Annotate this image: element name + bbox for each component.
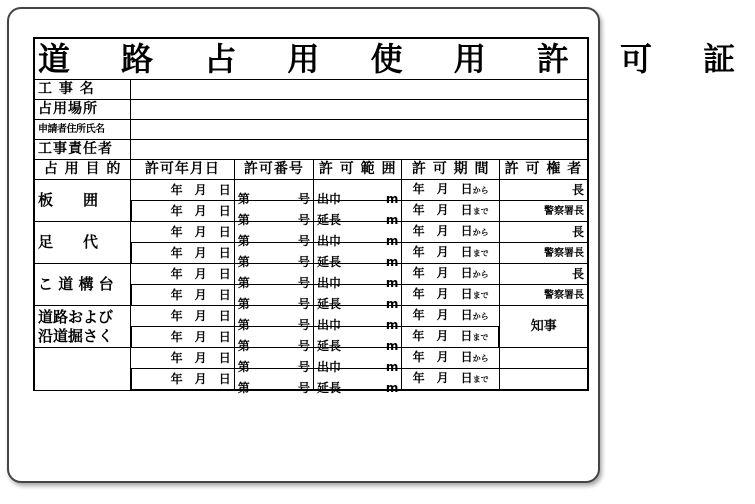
- permit-period-cell: [402, 327, 500, 348]
- go-label: 号: [297, 339, 310, 353]
- day-label: 日: [218, 350, 231, 365]
- info-row: [34, 120, 588, 140]
- dai-label: 第: [237, 360, 250, 374]
- permit-board: [7, 7, 755, 483]
- year-label: 年: [412, 182, 425, 196]
- dai-label: 第: [237, 192, 250, 206]
- permit-number-cell: [234, 327, 313, 353]
- dai-label: 第: [237, 276, 250, 290]
- permit-date-cell: [131, 243, 235, 264]
- category-row: [34, 306, 588, 327]
- day-label: 日: [218, 224, 231, 239]
- dai-label: 第: [237, 213, 250, 227]
- width-label: 出巾: [316, 360, 341, 374]
- width-label: 出巾: [316, 318, 341, 332]
- category-name: [34, 348, 131, 391]
- meter-label: m: [385, 339, 399, 353]
- permit-number-cell: [234, 222, 313, 248]
- day-label: 日: [218, 371, 231, 386]
- permit-date-cell: [131, 327, 235, 348]
- month-label: 月: [194, 266, 207, 281]
- year-label: 年: [412, 350, 425, 364]
- category-name: 足 代: [34, 222, 131, 264]
- category-name: こ 道 構 台: [34, 264, 131, 306]
- title-row: [34, 38, 588, 80]
- permit-number-cell: [234, 180, 313, 206]
- permit-period-cell: [402, 264, 500, 285]
- category-row: [34, 348, 588, 369]
- month-label: 月: [194, 287, 207, 302]
- width-label: 出巾: [316, 192, 341, 206]
- length-label: 延長: [316, 255, 341, 269]
- authority-cell: 知事: [499, 306, 588, 348]
- month-label: 月: [436, 371, 449, 385]
- year-label: 年: [412, 203, 425, 217]
- month-label: 月: [194, 203, 207, 218]
- month-label: 月: [436, 203, 449, 217]
- year-label: 年: [170, 182, 183, 197]
- from-label: から: [472, 186, 489, 195]
- authority-cell: [499, 348, 588, 369]
- year-label: 年: [412, 245, 425, 259]
- dai-label: 第: [237, 318, 250, 332]
- permit-date-cell: [131, 285, 235, 306]
- meter-label: m: [385, 297, 399, 311]
- label-work-name: 工 事 名: [34, 80, 131, 100]
- day-label: 日: [218, 203, 231, 218]
- until-label: まで: [472, 291, 489, 300]
- go-label: 号: [297, 318, 310, 332]
- month-label: 月: [194, 350, 207, 365]
- permit-period-cell: [402, 369, 500, 391]
- meter-label: m: [385, 276, 399, 290]
- day-label: 日: [218, 329, 231, 344]
- month-label: 月: [436, 329, 449, 343]
- length-label: 延長: [316, 381, 341, 395]
- year-label: 年: [170, 245, 183, 260]
- permit-range-cell: [313, 327, 401, 353]
- go-label: 号: [297, 213, 310, 227]
- month-label: 月: [194, 224, 207, 239]
- month-label: 月: [436, 182, 449, 196]
- meter-label: m: [385, 318, 399, 332]
- year-label: 年: [170, 308, 183, 323]
- until-label: まで: [472, 375, 489, 384]
- permit-number-cell: [234, 369, 313, 395]
- month-label: 月: [194, 329, 207, 344]
- permit-number-cell: [234, 264, 313, 290]
- permit-range-cell: [313, 222, 401, 248]
- day-label: 日: [460, 287, 473, 301]
- go-label: 号: [297, 297, 310, 311]
- value-work-name: [131, 80, 588, 100]
- permit-date-cell: [131, 222, 235, 243]
- authority-cell: 警察署長: [499, 243, 588, 264]
- permit-range-cell: [313, 243, 401, 269]
- go-label: 号: [297, 234, 310, 248]
- authority-cell: 長: [499, 222, 588, 243]
- permit-range-cell: [313, 201, 401, 227]
- permit-period-cell: [402, 348, 500, 369]
- year-label: 年: [412, 371, 425, 385]
- permit-period-cell: [402, 243, 500, 264]
- meter-label: m: [385, 360, 399, 374]
- year-label: 年: [170, 371, 183, 386]
- info-row: [34, 100, 588, 120]
- year-label: 年: [170, 203, 183, 218]
- info-row: [34, 80, 588, 100]
- permit-number-cell: [234, 285, 313, 311]
- category-row: [34, 264, 588, 285]
- dai-label: 第: [237, 255, 250, 269]
- year-label: 年: [170, 287, 183, 302]
- permit-range-cell: [313, 264, 401, 290]
- header-row: [34, 160, 588, 180]
- meter-label: m: [385, 213, 399, 227]
- day-label: 日: [460, 203, 473, 217]
- month-label: 月: [194, 371, 207, 386]
- day-label: 日: [460, 308, 473, 322]
- category-row: [34, 222, 588, 243]
- until-label: まで: [472, 249, 489, 258]
- day-label: 日: [460, 329, 473, 343]
- year-label: 年: [170, 266, 183, 281]
- month-label: 月: [436, 287, 449, 301]
- permit-range-cell: [313, 306, 401, 332]
- day-label: 日: [218, 266, 231, 281]
- month-label: 月: [194, 182, 207, 197]
- permit-range-cell: [313, 285, 401, 311]
- year-label: 年: [170, 329, 183, 344]
- width-label: 出巾: [316, 276, 341, 290]
- meter-label: m: [385, 234, 399, 248]
- length-label: 延長: [316, 339, 341, 353]
- header-permit-range: 許 可 範 囲: [313, 160, 401, 180]
- permit-range-cell: [313, 180, 401, 206]
- permit-period-cell: [402, 201, 500, 222]
- meter-label: m: [385, 255, 399, 269]
- from-label: から: [472, 312, 489, 321]
- permit-number-cell: [234, 201, 313, 227]
- length-label: 延長: [316, 213, 341, 227]
- until-label: まで: [472, 207, 489, 216]
- value-occupancy-location: [131, 100, 588, 120]
- label-site-manager: 工事責任者: [34, 140, 131, 160]
- permit-range-cell: [313, 348, 401, 374]
- authority-cell: 長: [499, 264, 588, 285]
- go-label: 号: [297, 192, 310, 206]
- from-label: から: [472, 354, 489, 363]
- year-label: 年: [412, 287, 425, 301]
- authority-cell: 長: [499, 180, 588, 201]
- header-permit-number: 許可番号: [234, 160, 313, 180]
- year-label: 年: [412, 329, 425, 343]
- day-label: 日: [218, 308, 231, 323]
- info-row: [34, 140, 588, 160]
- authority-cell: 警察署長: [499, 285, 588, 306]
- permit-period-cell: [402, 222, 500, 243]
- month-label: 月: [436, 308, 449, 322]
- permit-range-cell: [313, 369, 401, 395]
- meter-label: m: [385, 192, 399, 206]
- day-label: 日: [460, 371, 473, 385]
- permit-table: [33, 37, 755, 395]
- permit-date-cell: [131, 264, 235, 285]
- header-purpose: 占 用 目 的: [34, 160, 131, 180]
- day-label: 日: [460, 350, 473, 364]
- page-title: 道 路 占 用 使 用 許 可 証: [34, 38, 588, 80]
- permit-date-cell: [131, 201, 235, 222]
- authority-cell: [499, 369, 588, 391]
- month-label: 月: [194, 308, 207, 323]
- value-applicant: [131, 120, 588, 140]
- dai-label: 第: [237, 339, 250, 353]
- dai-label: 第: [237, 297, 250, 311]
- dai-label: 第: [237, 381, 250, 395]
- permit-date-cell: [131, 348, 235, 369]
- category-name: 板 囲: [34, 180, 131, 222]
- year-label: 年: [170, 224, 183, 239]
- from-label: から: [472, 270, 489, 279]
- permit-period-cell: [402, 306, 500, 327]
- permit-period-cell: [402, 285, 500, 306]
- permit-period-cell: [402, 180, 500, 201]
- permit-number-cell: [234, 306, 313, 332]
- month-label: 月: [436, 224, 449, 238]
- dai-label: 第: [237, 234, 250, 248]
- go-label: 号: [297, 381, 310, 395]
- header-permit-date: 許可年月日: [131, 160, 235, 180]
- go-label: 号: [297, 255, 310, 269]
- year-label: 年: [412, 308, 425, 322]
- authority-cell: 警察署長: [499, 201, 588, 222]
- meter-label: m: [385, 381, 399, 395]
- permit-date-cell: [131, 180, 235, 201]
- header-authority: 許 可 権 者: [499, 160, 588, 180]
- day-label: 日: [460, 245, 473, 259]
- day-label: 日: [460, 266, 473, 280]
- month-label: 月: [436, 350, 449, 364]
- width-label: 出巾: [316, 234, 341, 248]
- day-label: 日: [460, 182, 473, 196]
- month-label: 月: [436, 245, 449, 259]
- category-row: [34, 180, 588, 201]
- permit-number-cell: [234, 348, 313, 374]
- year-label: 年: [170, 350, 183, 365]
- length-label: 延長: [316, 297, 341, 311]
- day-label: 日: [460, 224, 473, 238]
- day-label: 日: [218, 245, 231, 260]
- value-site-manager: [131, 140, 588, 160]
- from-label: から: [472, 228, 489, 237]
- year-label: 年: [412, 266, 425, 280]
- permit-number-cell: [234, 243, 313, 269]
- go-label: 号: [297, 276, 310, 290]
- year-label: 年: [412, 224, 425, 238]
- month-label: 月: [436, 266, 449, 280]
- go-label: 号: [297, 360, 310, 374]
- label-applicant: 申請者住所氏名: [34, 120, 131, 140]
- day-label: 日: [218, 287, 231, 302]
- until-label: まで: [472, 333, 489, 342]
- permit-date-cell: [131, 306, 235, 327]
- header-permit-period: 許 可 期 間: [402, 160, 500, 180]
- day-label: 日: [218, 182, 231, 197]
- permit-date-cell: [131, 369, 235, 391]
- category-name: 道路および 沿道掘さく: [34, 306, 131, 348]
- month-label: 月: [194, 245, 207, 260]
- label-occupancy-location: 占用場所: [34, 100, 131, 120]
